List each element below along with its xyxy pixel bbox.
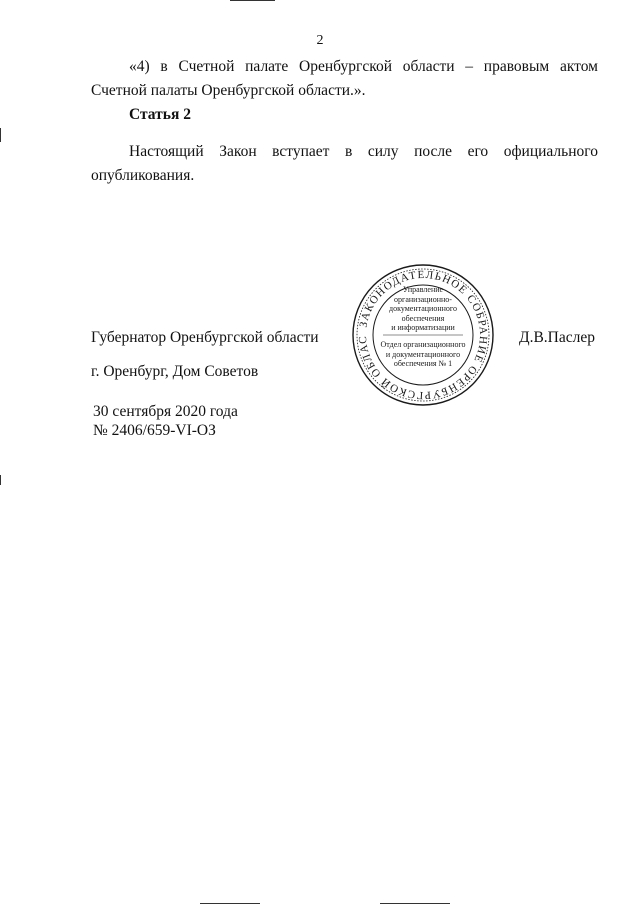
seal-inner-top: Управление организационно- документационного обеспечения и информатизации	[389, 285, 457, 332]
seal-ring-text: ЗАКОНОДАТЕЛЬНОЕ СОБРАНИЕ ОРЕНБУРГСКОЙ ОБЛАС	[356, 268, 490, 402]
signing-date: 30 сентября 2020 года	[93, 403, 238, 420]
scan-artifact-top	[230, 0, 275, 1]
page-number: 2	[316, 33, 324, 48]
official-seal	[350, 262, 496, 408]
seal-graphic	[350, 262, 496, 408]
scan-artifact-left-2	[0, 475, 1, 485]
paragraph-amendment-4: «4) в Счетной палате Оренбургской области – правовым актом Счетной палаты Оренбургской области.».	[91, 58, 598, 99]
article-heading: Статья 2	[129, 106, 191, 123]
scan-artifact-left	[0, 128, 1, 142]
scan-artifact-bottom-2	[380, 903, 450, 904]
signatory-title: Губернатор Оренбургской области	[91, 329, 319, 346]
scan-artifact-bottom	[200, 903, 260, 904]
signing-place: г. Оренбург, Дом Советов	[91, 363, 259, 380]
law-number: № 2406/659-VI-ОЗ	[93, 422, 216, 439]
paragraph-entry-into-force: Настоящий Закон вступает в силу после его официального опубликования.	[91, 143, 598, 184]
signatory-name: Д.В.Паслер	[519, 329, 595, 346]
seal-inner-bottom: Отдел организационного и документационного обеспечения № 1	[380, 340, 466, 368]
